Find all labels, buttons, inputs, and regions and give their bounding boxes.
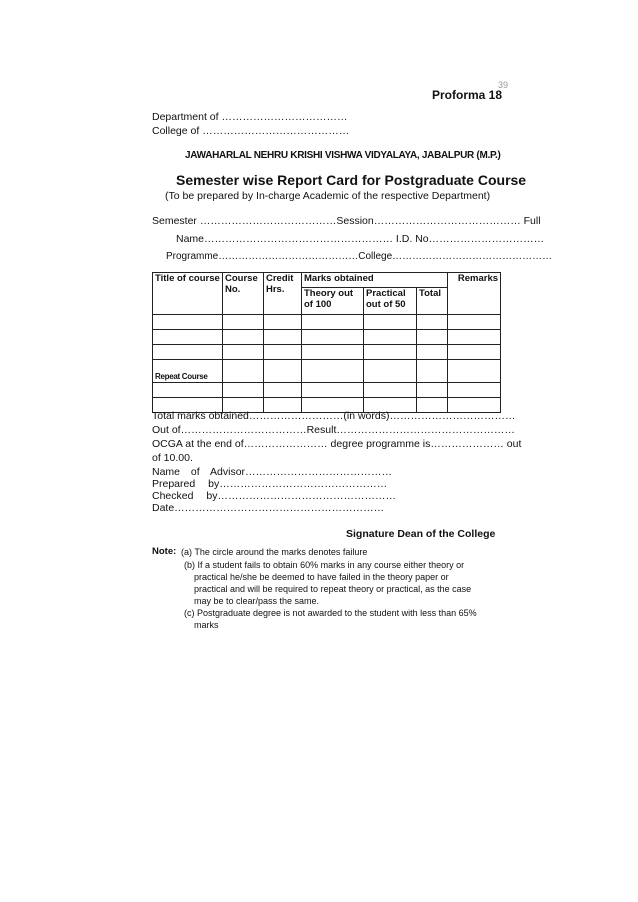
checked-by-field: Checked by……………………………………………: [152, 490, 396, 502]
header-course-no: Course No.: [223, 273, 264, 315]
date-field: Date……………………………………………………: [152, 502, 385, 514]
out-of-result-field: Out of………………………………Result……………………………………………: [152, 424, 515, 436]
department-field: Department of ………………………………: [152, 111, 348, 123]
table-row-repeat-course: [153, 360, 501, 383]
ocga-scale: of 10.00.: [152, 452, 193, 464]
repeat-course-label: Repeat Course: [153, 360, 223, 383]
page-number: 39: [498, 80, 509, 90]
page-subtitle: (To be prepared by In-charge Academic of the respective Department): [165, 190, 491, 202]
advisor-field: Name of Advisor……………………………………: [152, 466, 393, 478]
table-row: [153, 383, 501, 398]
header-total: Total: [417, 288, 448, 315]
page-title: Semester wise Report Card for Postgraduate Course: [176, 172, 527, 188]
note-label: Note:: [152, 546, 177, 557]
table-row: [153, 330, 501, 345]
note-b-line4: may be to clear/pass the same.: [194, 596, 320, 606]
programme-college-field: Programme……………………………………College…………………………………………: [166, 251, 553, 262]
header-remarks: Remarks: [448, 273, 501, 315]
note-c-line1: (c) Postgraduate degree is not awarded to the student with less than 65%: [184, 608, 477, 618]
table-row: [153, 345, 501, 360]
header-credit-hrs: Credit Hrs.: [264, 273, 302, 315]
semester-session-field: Semester …………………………………Session…………………………………… Full: [152, 215, 541, 227]
college-field: College of ……………………………………: [152, 125, 350, 137]
note-c-line2: marks: [194, 620, 219, 630]
total-marks-field: Total marks obtained………………………(in words)………………………………: [152, 410, 516, 422]
note-b-line2: practical he/she be deemed to have failed in the theory paper or: [194, 572, 449, 582]
marks-table: [152, 272, 501, 413]
table-header-row: [153, 273, 501, 288]
name-id-field: Name……………………………………………… I.D. No……………………………: [176, 233, 545, 245]
header-marks-obtained: Marks obtained: [302, 273, 448, 288]
header-practical: Practical out of 50: [364, 288, 417, 315]
table-row: [153, 315, 501, 330]
proforma-label: Proforma 18: [432, 88, 503, 102]
university-name: JAWAHARLAL NEHRU KRISHI VISHWA VIDYALAYA, JABALPUR (M.P.): [185, 150, 501, 161]
note-a: (a) The circle around the marks denotes failure: [181, 547, 368, 557]
header-theory: Theory out of 100: [302, 288, 364, 315]
header-title-of-course: Title of course: [153, 273, 223, 315]
signature-dean: Signature Dean of the College: [346, 528, 496, 540]
note-b-line1: (b) If a student fails to obtain 60% marks in any course either theory or: [184, 560, 465, 570]
prepared-by-field: Prepared by…………………………………………: [152, 478, 388, 490]
note-b-line3: practical and will be required to repeat theory or practical, as the case: [194, 584, 472, 594]
ocga-field: OCGA at the end of…………………… degree programme is………………… out: [152, 438, 522, 450]
